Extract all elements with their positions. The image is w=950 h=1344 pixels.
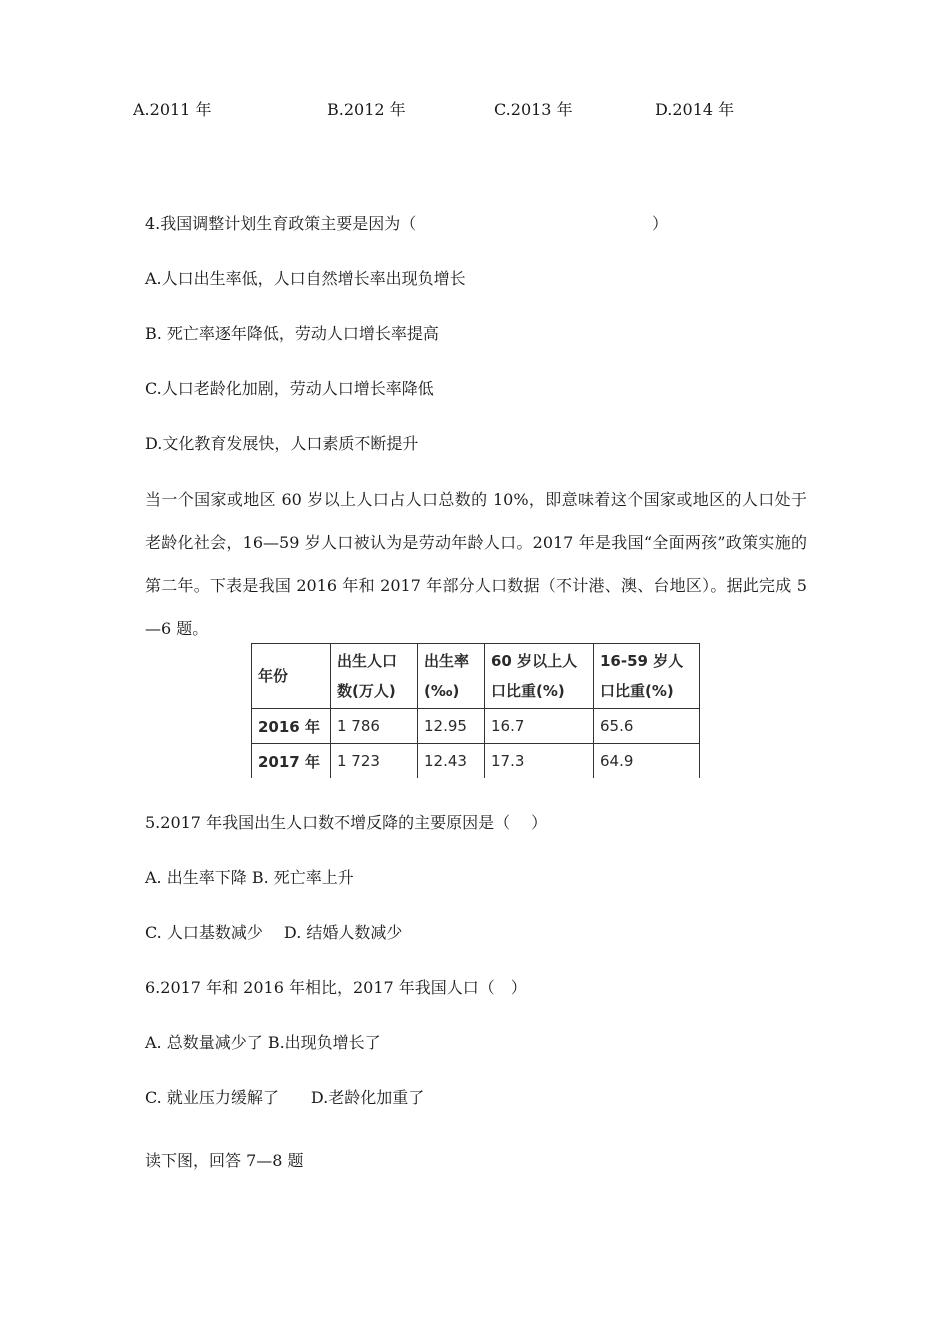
table-header: 出生率(‰) bbox=[418, 644, 485, 709]
table-header: 年份 bbox=[252, 644, 331, 709]
q5-options-line2: C. 人口基数减少 D. 结婚人数减少 bbox=[145, 923, 403, 942]
q5-options-line1: A. 出生率下降 B. 死亡率上升 bbox=[145, 868, 354, 887]
table-header: 出生人口数(万人) bbox=[331, 644, 418, 709]
q3-option-a: A.2011 年 bbox=[133, 100, 212, 119]
q6-options-line2: C. 就业压力缓解了 D.老龄化加重了 bbox=[145, 1088, 425, 1107]
population-table bbox=[251, 643, 700, 778]
table-cell: 65.6 bbox=[594, 709, 700, 744]
q4-option-c: C.人口老龄化加剧，劳动人口增长率降低 bbox=[145, 379, 434, 398]
q7-8-intro: 读下图，回答 7—8 题 bbox=[145, 1151, 304, 1170]
table-cell: 17.3 bbox=[485, 744, 594, 779]
q6-stem: 6.2017 年和 2016 年相比，2017 年我国人口（ ） bbox=[145, 978, 527, 997]
q3-option-b: B.2012 年 bbox=[327, 100, 406, 119]
q4-option-b: B. 死亡率逐年降低，劳动人口增长率提高 bbox=[145, 324, 439, 343]
table-cell: 12.43 bbox=[418, 744, 485, 779]
q3-option-d: D.2014 年 bbox=[655, 100, 735, 119]
table-cell: 16.7 bbox=[485, 709, 594, 744]
q4-option-a: A.人口出生率低，人口自然增长率出现负增长 bbox=[145, 269, 466, 288]
q3-option-c: C.2013 年 bbox=[494, 100, 573, 119]
q4-stem: 4.我国调整计划生育政策主要是因为（ bbox=[145, 214, 417, 233]
table-row bbox=[252, 709, 700, 744]
table-cell: 1 723 bbox=[331, 744, 418, 779]
q4-option-d: D.文化教育发展快，人口素质不断提升 bbox=[145, 434, 419, 453]
passage: 当一个国家或地区 60 岁以上人口占人口总数的 10%，即意味着这个国家或地区的人口处于老龄化社会，16—59 岁人口被认为是劳动年龄人口。2017 年是我国“全面两孩”政策实施的第二年。下表是我国 2016 年和 2017 年部分人口数据（不计港、澳、台地区）。据此完成 5—6 题。 bbox=[145, 490, 807, 638]
table-header-row bbox=[252, 644, 700, 709]
q5-stem: 5.2017 年我国出生人口数不增反降的主要原因是（ ） bbox=[145, 813, 548, 832]
q6-options-line1: A. 总数量减少了 B.出现负增长了 bbox=[145, 1033, 381, 1052]
table-cell: 2017 年 bbox=[252, 744, 331, 779]
table-cell: 2016 年 bbox=[252, 709, 331, 744]
q4-stem-close: ） bbox=[652, 214, 669, 233]
table-row bbox=[252, 744, 700, 779]
table-header: 16-59 岁人口比重(%) bbox=[594, 644, 700, 709]
q3-options-row bbox=[0, 100, 950, 120]
table-cell: 1 786 bbox=[331, 709, 418, 744]
table-cell: 12.95 bbox=[418, 709, 485, 744]
table-header: 60 岁以上人口比重(%) bbox=[485, 644, 594, 709]
table-cell: 64.9 bbox=[594, 744, 700, 779]
